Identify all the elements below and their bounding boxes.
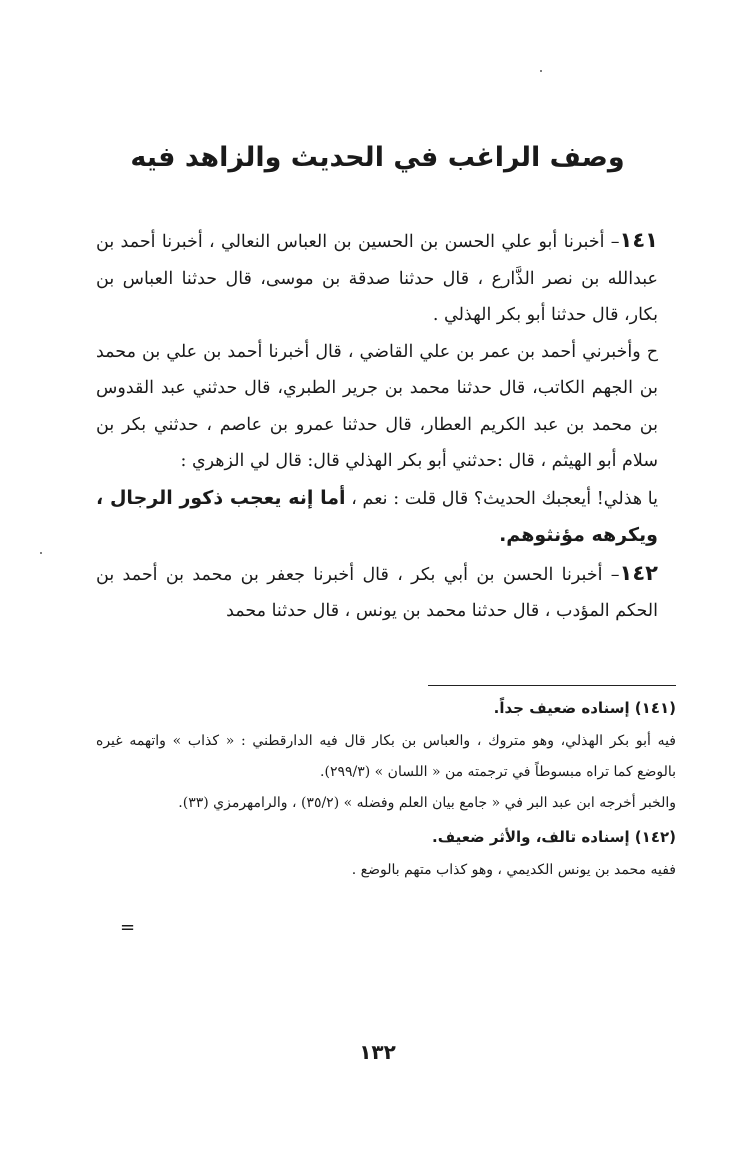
page-number: ١٣٢ — [359, 1040, 396, 1064]
narration-number: ١٤١ — [619, 228, 658, 252]
footnote-141-heading: (١٤١) إسناده ضعيف جداً. — [493, 699, 676, 717]
section-title: وصف الراغب في الحديث والزاهد فيه — [130, 142, 625, 173]
narration-text: – أخبرنا أبو علي الحسن بن الحسين بن العباس النعالي ، أخبرنا أحمد بن عبدالله بن نصر الذَّارع ، قال حدثنا صدقة بن موسى، قال حدثنا العباس بن بكار، قال حدثنا أبو بكر الهذلي . — [96, 232, 658, 325]
main-text — [96, 222, 676, 630]
quote-bold: أما إنه يعجب ذكور الرجال ، ويكرهه مؤنثوهم. — [96, 486, 658, 546]
narration-text: – أخبرنا الحسن بن أبي بكر ، قال أخبرنا جعفر بن محمد بن أحمد بن الحكم المؤدب ، قال حدثنا محمد بن يونس ، قال حدثنا محمد — [96, 564, 658, 621]
scan-speck — [40, 552, 42, 554]
narration-number: ١٤٢ — [619, 560, 658, 585]
continuation-mark: = — [120, 917, 136, 938]
narration-142 — [96, 555, 676, 630]
footnotes — [96, 690, 676, 886]
quote-plain: يا هذلي! أيعجبك الحديث؟ قال قلت : نعم ، — [351, 488, 658, 509]
footnote-142-heading: (١٤٢) إسناده تالف، والأثر ضعيف. — [432, 828, 676, 846]
footnote-141-source: والخبر أخرجه ابن عبد البر في « جامع بيان العلم وفضله » (٣٥/٢) ، والرامهرمزي (٣٣). — [178, 795, 676, 811]
footnote-divider — [428, 685, 676, 686]
narration-ha: ح وأخبرني أحمد بن عمر بن علي القاضي ، قال أخبرنا أحمد بن علي بن محمد بن الجهم الكاتب، قال حدثنا محمد بن جرير الطبري، قال حدثني عبد القدوس بن محمد بن عبد الكريم العطار، قال حدثنا عمرو بن عاصم ، حدثني بكر بن سلام أبو الهيثم ، قال :حدثني أبو بكر الهذلي قال: قال لي الزهري : — [96, 341, 659, 471]
narration-quote — [96, 480, 676, 555]
narration-141 — [96, 222, 676, 334]
footnote-142-text: ففيه محمد بن يونس الكديمي ، وهو كذاب متهم بالوضع . — [351, 862, 676, 878]
scan-speck — [540, 70, 542, 72]
footnote-141-text: فيه أبو بكر الهذلي، وهو متروك ، والعباس بن بكار قال فيه الدارقطني : « كذاب » واتهمه غيره بالوضع كما تراه مبسوطاً في ترجمته من « اللسان » (٢٩٩/٣). — [96, 733, 676, 780]
